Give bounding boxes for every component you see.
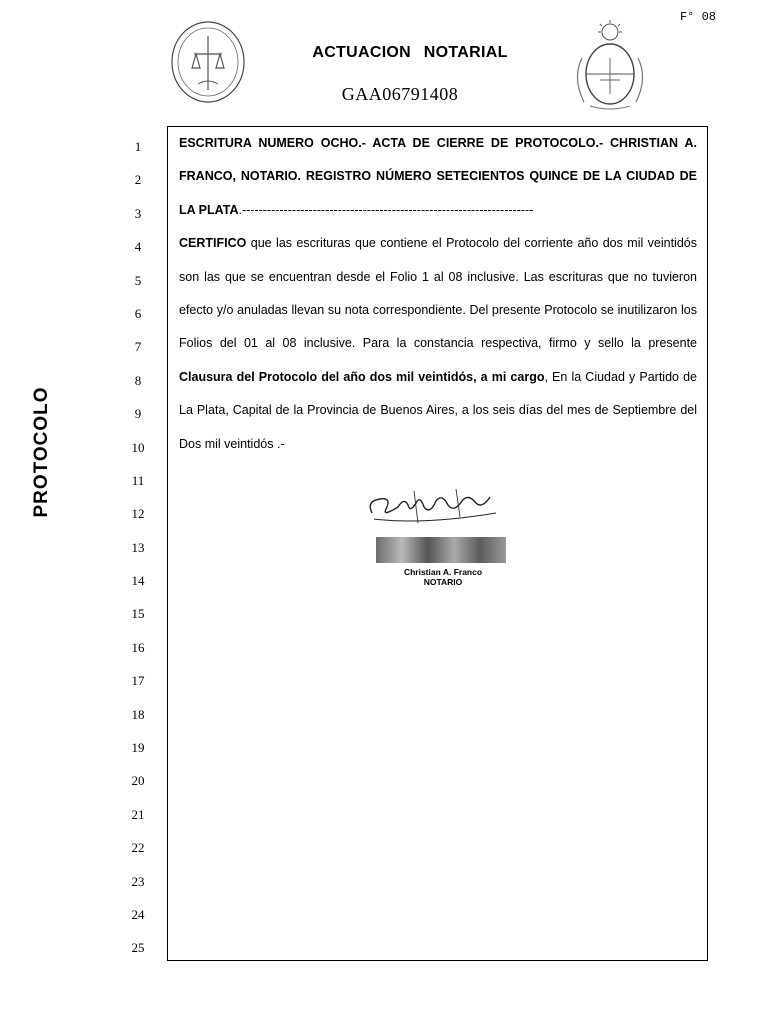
line-number: 20 xyxy=(131,773,145,789)
line-number: 16 xyxy=(131,639,145,655)
document-frame xyxy=(167,126,708,961)
line-number: 9 xyxy=(134,406,142,422)
line-number: 6 xyxy=(134,305,142,321)
heading-dashes: .---------------------------------------------------------------------- xyxy=(238,202,534,217)
folio-number: F° 08 xyxy=(679,10,716,24)
line-number: 22 xyxy=(131,840,145,856)
page-title: ACTUACION NOTARIAL xyxy=(312,44,508,61)
line-number: 19 xyxy=(131,740,145,756)
line-number: 3 xyxy=(134,205,142,221)
line-number: 23 xyxy=(131,873,145,889)
line-number: 18 xyxy=(131,706,145,722)
line-number: 14 xyxy=(131,573,145,589)
certifico-word: CERTIFICO xyxy=(179,236,247,251)
line-numbers xyxy=(118,130,158,965)
document-code: GAA06791408 xyxy=(341,84,459,104)
line-number: 21 xyxy=(131,806,145,822)
line-number: 1 xyxy=(134,139,142,154)
side-label-text: PROTOCOLO xyxy=(31,386,52,518)
line-number: 2 xyxy=(134,172,142,188)
line-number: 13 xyxy=(131,539,145,555)
signatory xyxy=(358,567,528,587)
line-number: 8 xyxy=(134,372,142,388)
signature-stamp xyxy=(376,537,506,563)
deed-heading-text: ESCRITURA NUMERO OCHO.- ACTA DE CIERRE DE PROTOCOLO.- CHRISTIAN A. FRANCO, NOTARIO. REGISTRO NÚMERO SETECIENTOS QUINCE DE LA CIUDAD DE LA PLATA xyxy=(179,136,697,217)
closing-text: , En la Ciudad y Partido de La Plata, Capital de la Provincia de Buenos Aires, a los seis días del mes de Septiembre del Dos mil veintidós .- xyxy=(179,369,697,451)
deed-heading xyxy=(179,127,697,227)
line-number: 5 xyxy=(134,272,142,288)
line-number: 7 xyxy=(134,339,142,355)
notarial-seal-icon xyxy=(170,20,246,104)
clausura-text: Clausura del Protocolo del año dos mil veintidós, a mi cargo xyxy=(179,369,545,384)
line-number: 15 xyxy=(131,606,145,622)
certifico-text: que las escrituras que contiene el Protocolo del corriente año dos mil veintidós son las que se encuentran desde el Folio 1 al 08 inclusive. Las escrituras que no tuvieron efecto y/o anuladas llevan su nota correspondiente. Del presente Protocolo se inutilizaron los Folios del 01 al 08 inclusive. Para la constancia respectiva, firmo y sello la presente xyxy=(179,236,697,351)
line-number: 24 xyxy=(131,906,145,922)
line-number: 12 xyxy=(131,506,145,522)
line-number: 11 xyxy=(131,472,145,488)
handwritten-signature xyxy=(364,483,504,533)
signatory-role: NOTARIO xyxy=(423,577,463,587)
line-number: 25 xyxy=(131,940,145,956)
signatory-name: Christian A. Franco xyxy=(403,567,483,577)
body-text xyxy=(179,127,697,461)
line-number: 17 xyxy=(131,673,145,689)
line-number: 10 xyxy=(131,439,145,455)
signature-block xyxy=(358,483,508,593)
coat-of-arms-icon xyxy=(570,18,650,114)
line-number: 4 xyxy=(134,239,142,255)
certification-paragraph xyxy=(179,227,697,461)
